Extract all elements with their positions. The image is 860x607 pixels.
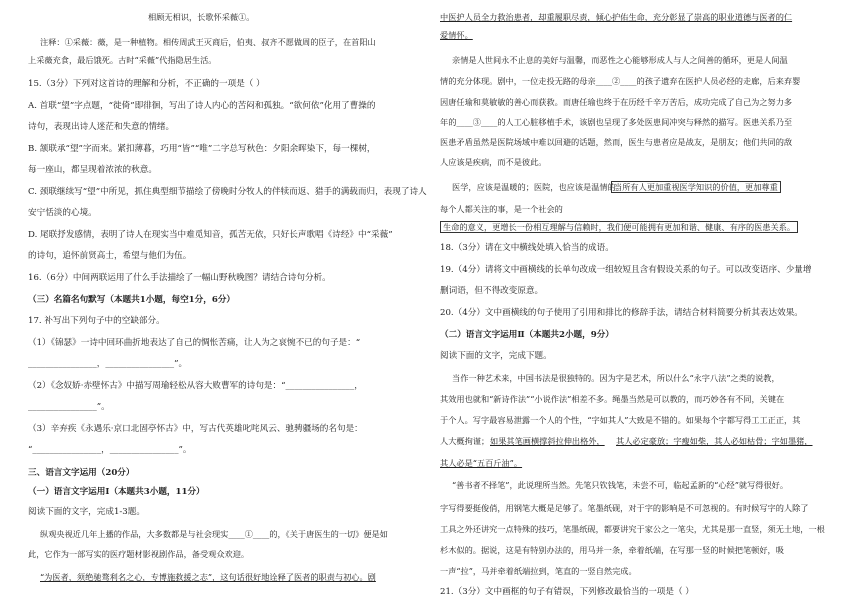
right-text-line: 字写得要挺俊俏，用钢笔大概是足够了。笔墨纸砚，对于字的影响是不可忽视的。有时候写字的人除了 — [440, 503, 809, 513]
left-text-line: “________________，________________”。 — [28, 445, 192, 455]
left-text-line: 此，它作为一部写实的医疗题材影视剧作品，备受观众欢迎。 — [28, 549, 250, 559]
right-text-line: 亲情是人世间永不止息的美好与温馨，而恶性之心能够形成人与人之间善的循环，更是人间温 — [452, 55, 788, 65]
right-text-line: “善书者不择笔”，此说理所当然。先笔只钦钱笔，未尝不可，临起孟新的“心经”就写得很好。 — [452, 480, 789, 490]
right-text-line: 人应该是疾病，而不是彼此。 — [440, 157, 547, 167]
left-text-line: 注释：①采薇：薇，是一种植物。相传周武王灭商后，伯夷、叔齐不愿做周的臣子，在首阳山 — [40, 37, 376, 47]
left-text-line: 的诗句，追怀前贤高士，希望与他们为伍。 — [28, 251, 192, 261]
left-text-line: （3）辛弃疾《永遇乐·京口北固亭怀古》中，写古代英雄叱咤风云、驰骋疆场的名句是： — [28, 424, 363, 434]
right-text-line: 因唐任瑜和莫敏敏的善心而获救。而唐任瑜也终于在历经千辛万苦后，成功完成了自己为之努力多 — [440, 97, 793, 107]
left-text-line: 三、语言文字运用（20分） — [28, 468, 135, 478]
right-text-line: （二）语言文字运用Ⅱ（本题共2小题，9分） — [440, 330, 614, 340]
right-text-line: 18.（3分）请在文中横线处填入恰当的成语。 — [440, 243, 614, 253]
left-text-line: D. 尾联抒发感情，表明了诗人在现实当中难觅知音，孤苦无依，只好长声歌唱《诗经》中“采薇” — [28, 230, 393, 240]
right-text-line: 工具之外还讲究一点特殊的技巧，笔墨纸砚，都要讲究于家公之一笔尖，尤其是那一直竖，须无土地，一根 — [440, 524, 825, 534]
left-text-line: 安宁恬淡的心境。 — [28, 208, 97, 218]
left-text-line: 17. 补写出下列句子中的空缺部分。 — [28, 316, 165, 326]
right-text-line: 于个人。写字最容易泄露一个人的个性，“字如其人”大致是不错的。如果每个字都写得工工正正，其 — [440, 415, 801, 425]
framed-sentence-line1: 当所有人更加重视医学知识的价值，更加尊重 — [611, 182, 781, 193]
left-text-line: （1）《锦瑟》一诗中回环曲折地表达了自己的惆怅苦痛，让人为之哀惋不已的句子是：“ — [28, 338, 361, 348]
left-text-line: ________________”。 — [28, 402, 110, 412]
left-text-line: 纵观央视近几年上播的作品，大多数都是与社会现实____①____的，《关于唐医生的一切》便是如 — [40, 529, 388, 539]
left-text-line: 15.（3分）下列对这首诗的理解和分析，不正确的一项是（ ） — [28, 79, 265, 89]
left-text-line: 每一座山，都呈现着浓浓的秋意。 — [28, 165, 157, 175]
left-text-line: 16.（6分）中间两联运用了什么手法描绘了一幅山野秋晚图？请结合诗句分析。 — [28, 273, 331, 283]
left-text-line: 上采薇充食，最后饿死。古时“采薇”代指隐居生活。 — [28, 55, 217, 65]
left-text-line: （三）名篇名句默写（本题共1小题，每空1分，6分） — [28, 295, 236, 305]
left-text-line: B. 颔联承“望”字而来。紧扣薄暮，巧用“皆”“唯”二字总写秋色：夕阳余晖染下，每一棵树， — [28, 144, 376, 154]
right-text-line: 爱情怀。 — [440, 30, 473, 40]
right-text-line: 一声“拉”，马并牵着纸端拉到，笔直的一竖自然完成。 — [440, 566, 637, 576]
left-text-line: 诗句，表现出诗人迷茫和失意的情绪。 — [28, 122, 175, 132]
framed-sentence-line2: 生命的意义，更增长一份相互理解与信赖时，我们便可能拥有更加和谐、健康、有序的医患关系。 — [440, 222, 798, 233]
right-text-line: 情的充分体现。剧中，一位走投无路的母亲____②____的孩子遗弃在医护人员必经的走廊，后来弃婴 — [440, 76, 801, 86]
left-text-line: C. 颈联继续写“望”中所见，抓住典型细节描绘了傍晚时分牧人的伴犊而返、猎手的满载而归，表现了诗人 — [28, 187, 427, 197]
left-text-line: 阅读下面的文字，完成1-3题。 — [28, 507, 145, 517]
right-text-line: 中医护人员全力救治患者，却重履职尽责，倾心护佑生命，充分彰显了崇高的职业道德与医者的仁 — [440, 12, 793, 22]
right-text-line: 19.（4分）请将文中画横线的长单句改成一组较短且含有假设关系的句子。可以改变语序、少量增 — [440, 265, 812, 275]
right-text-line: 阅读下面的文字，完成下题。 — [440, 351, 552, 361]
left-text-line: A. 首联“望”字点题，“徙倚”即徘徊，写出了诗人内心的苦闷和孤独。“欲何依”化用了曹操的 — [28, 101, 376, 111]
right-text-line: 人大概拘谨； — [440, 436, 490, 446]
left-text-line: ________________，________________”。 — [28, 359, 188, 369]
right-text-line: 每个人都关注的事，是一个社会的 — [440, 204, 563, 214]
right-text-line: 年的____③____的人工心脏移植手术，该剧也呈现了多处医患间冲突与释然的描写。医患关系乃至 — [440, 117, 793, 127]
right-text-line: 医患矛盾虽然是医院场域中难以回避的话题，然而，医生与患者应是战友，是朋友；他们共同的敌 — [440, 137, 793, 147]
right-text-line: 其人必是“五百斤油”。 — [440, 458, 523, 468]
right-text-line: 医学，应该是温暖的；医院，也应该是温情的。 — [452, 182, 624, 192]
left-text-line: （2）《念奴娇·赤壁怀古》中描写周瑜轻松从容大败曹军的诗句是：“________________， — [28, 381, 363, 391]
right-text-line: 20.（4分）文中画横线的句子使用了引用和排比的修辞手法，请结合材料简要分析其表达效果。 — [440, 308, 803, 318]
left-text-line: 相顾无相识，长歌怀采薇①。 — [148, 12, 255, 22]
right-text-line: 其人必定豪放；字瘦如柴，其人必如枯骨；字如墨猪， — [616, 436, 813, 446]
right-text-line: 杉木似的。据说，这是有特别办法的，用马并一条，牵着纸端，在写那一竖的时候把笔顿好，吸 — [440, 545, 784, 555]
right-text-line: 其效用也就和“新诗作法”“小说作法”相差不多。绳墨当然是可以教的，而巧妙各有不同，关键在 — [440, 394, 785, 404]
right-text-line: 21.（3分）文中画框的句子有错误，下列修改最恰当的一项是（ ） — [440, 587, 694, 597]
underlined-clause: 如果其笔画横撑斜拉伸出格外， — [490, 436, 605, 446]
right-text-line: 当作一种艺术来，中国书法是很独特的。因为字是艺术，所以什么“永字八法”之类的说教， — [452, 373, 780, 383]
left-text-line: “为医者，须绝驰骛利名之心，专博施救援之志”，这句话很好地诠释了医者的职责与初心。剧 — [40, 572, 376, 582]
left-text-line: （一）语言文字运用Ⅰ（本题共3小题，11分） — [28, 487, 205, 497]
right-text-line: 删词语，但不得改变原意。 — [440, 286, 544, 296]
